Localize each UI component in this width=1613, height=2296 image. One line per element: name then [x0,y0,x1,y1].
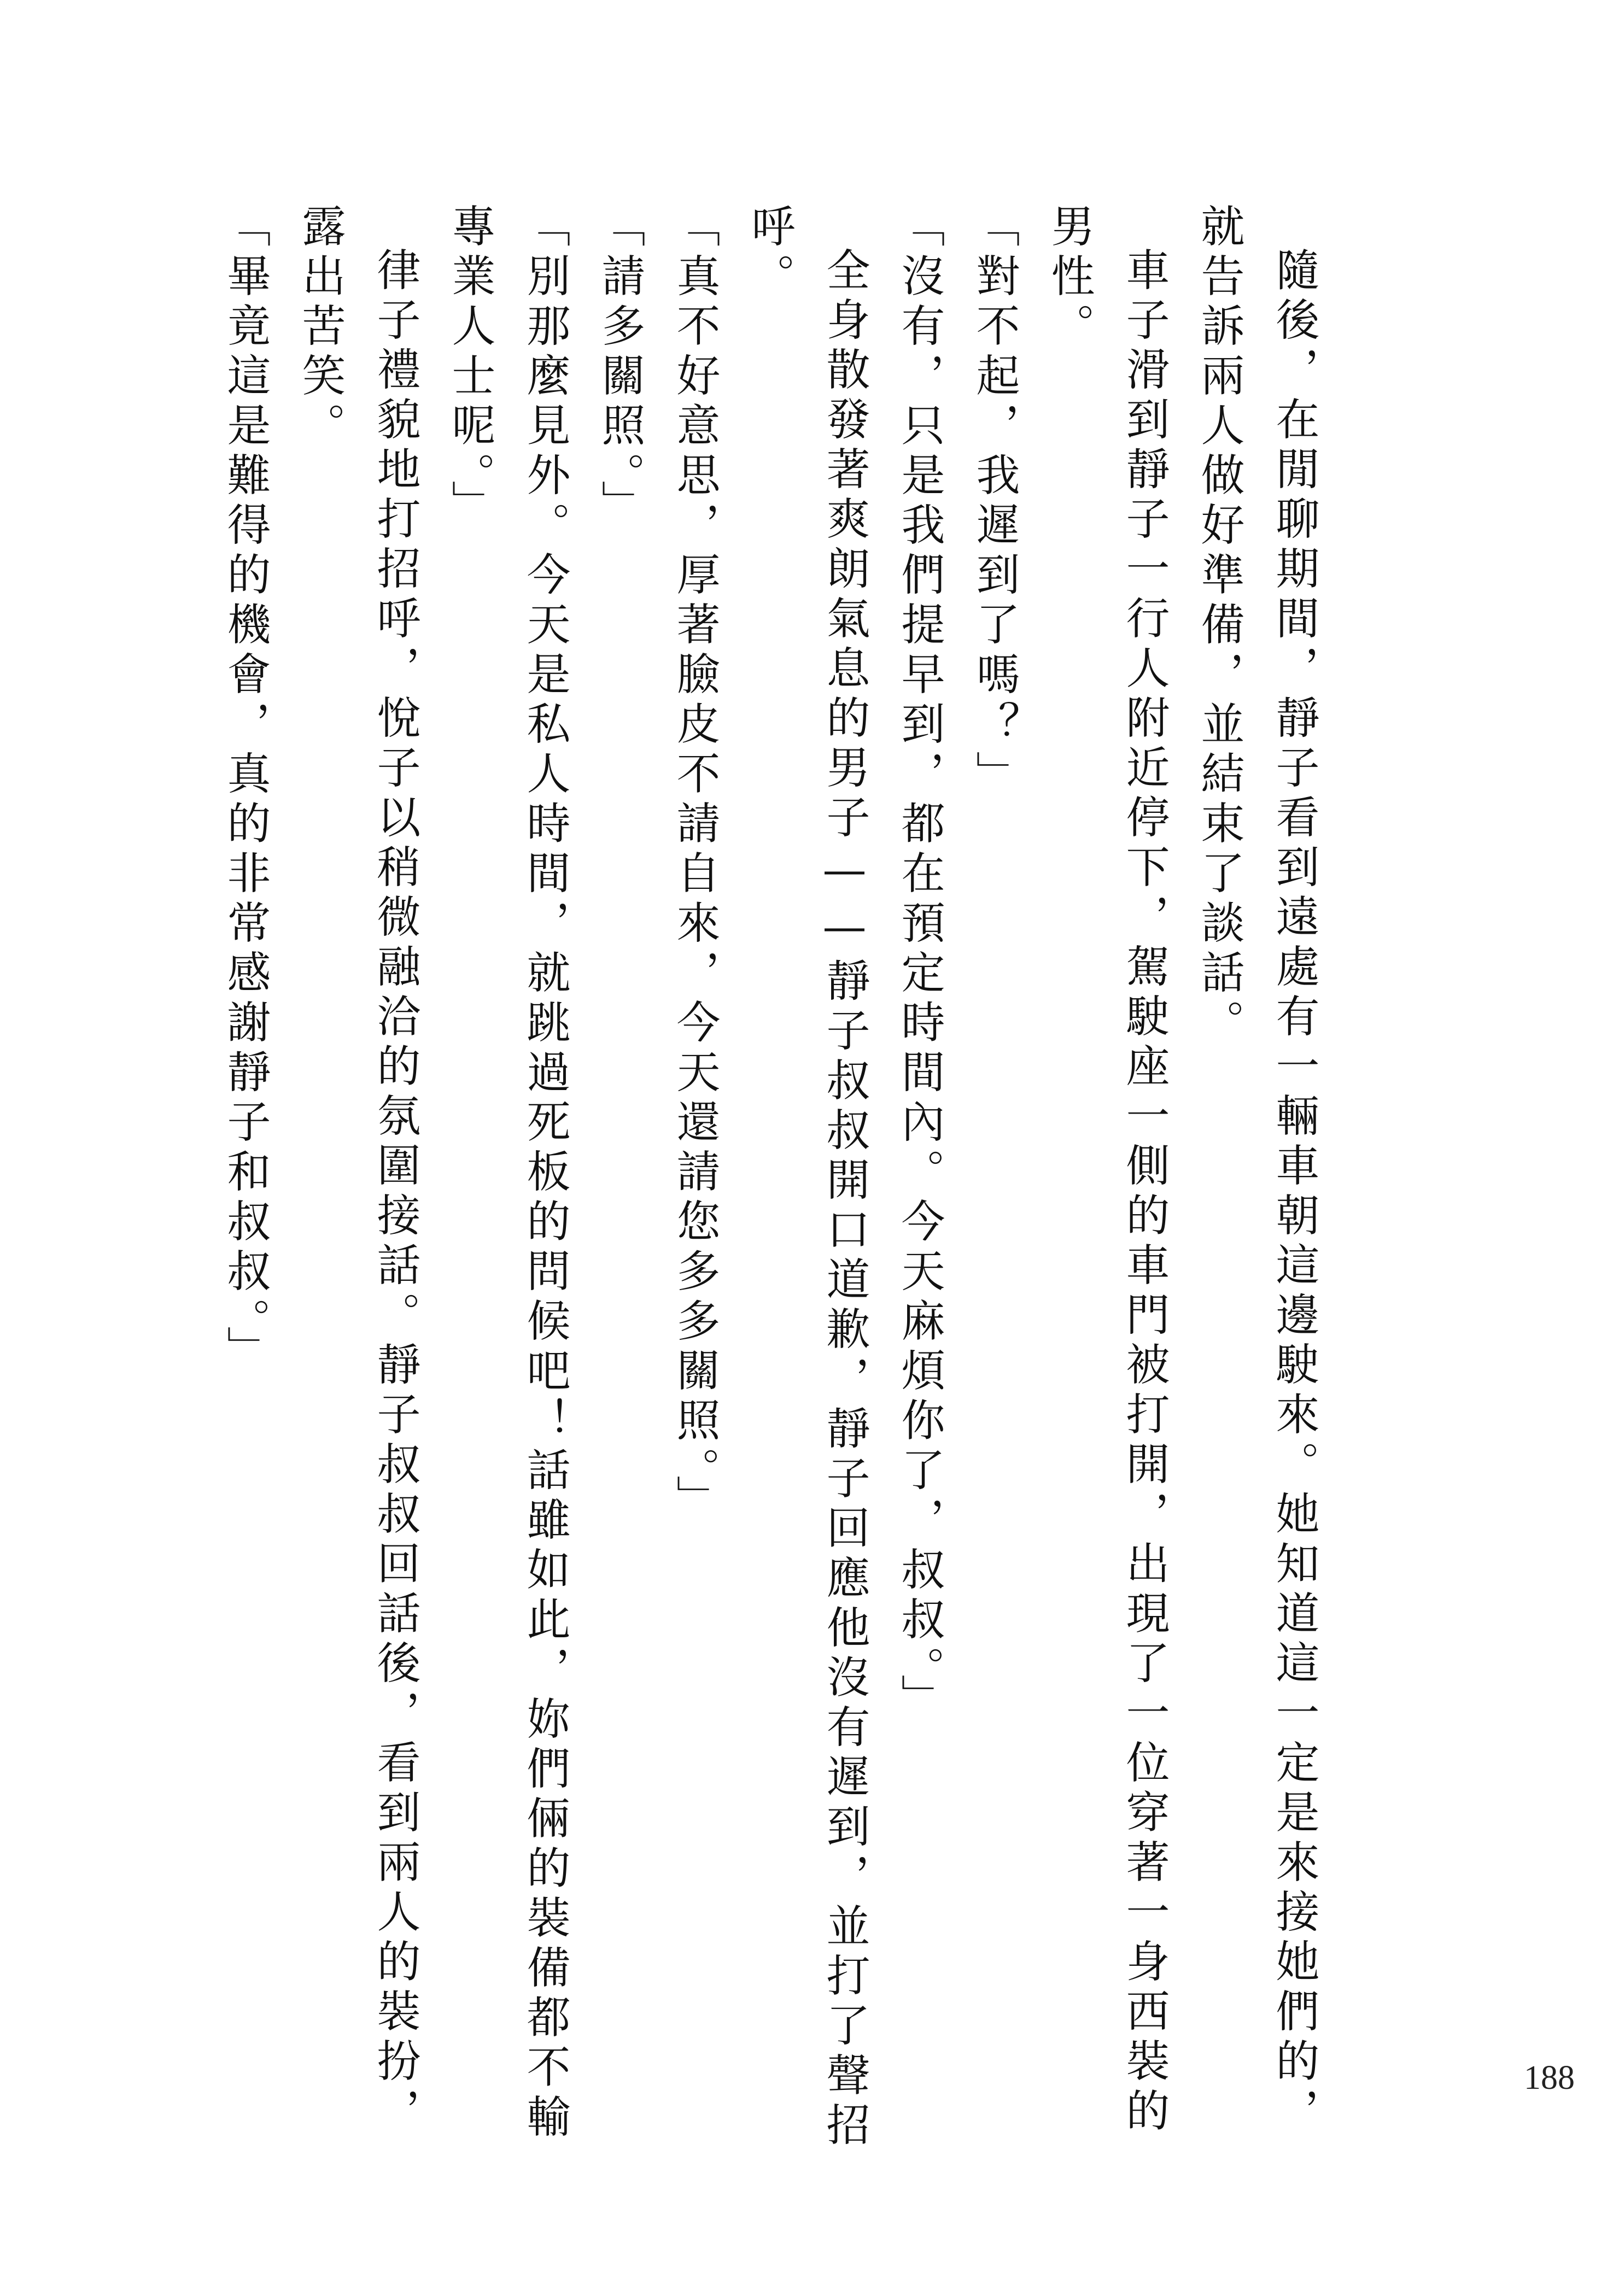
text-line: 「真不好意思，厚著臉皮不請自來，今天還請您多多關照。」 [669,203,720,1525]
text-line: 露出苦笑。 [295,203,346,452]
text-line: 全身散發著爽朗氣息的男子——靜子叔叔開口道歉，靜子回應他沒有遲到，並打了聲招 [819,247,870,2152]
text-line: 「畢竟這是難得的機會，真的非常感謝靜子和叔叔。」 [220,203,271,1375]
text-line: 男性。 [1044,203,1095,353]
text-line: 「對不起，我遲到了嗎？」 [969,203,1020,800]
text-line: 「請多關照。」 [594,203,645,530]
text-line: 就告訴兩人做好準備，並結束了談話。 [1194,203,1244,1049]
text-line: 專業人士呢。」 [445,203,495,530]
text-line: 律子禮貌地打招呼，悅子以稍微融洽的氛圍接話。靜子叔叔回話後，看到兩人的裝扮， [370,247,420,2137]
text-line: 「別那麼見外。今天是私人時間，就跳過死板的問候吧！話雖如此，妳們倆的裝備都不輸 [519,203,570,2143]
text-line: 隨後，在閒聊期間，靜子看到遠處有一輛車朝這邊駛來。她知道這一定是來接她們的， [1269,247,1319,2137]
text-line: 呼。 [744,203,795,303]
page-number: 188 [1524,2059,1575,2096]
text-line: 車子滑到靜子一行人附近停下，駕駛座一側的車門被打開，出現了一位穿著一身西裝的 [1119,247,1170,2137]
text-line: 「沒有，只是我們提早到，都在預定時間內。今天麻煩你了，叔叔。」 [894,203,945,1724]
